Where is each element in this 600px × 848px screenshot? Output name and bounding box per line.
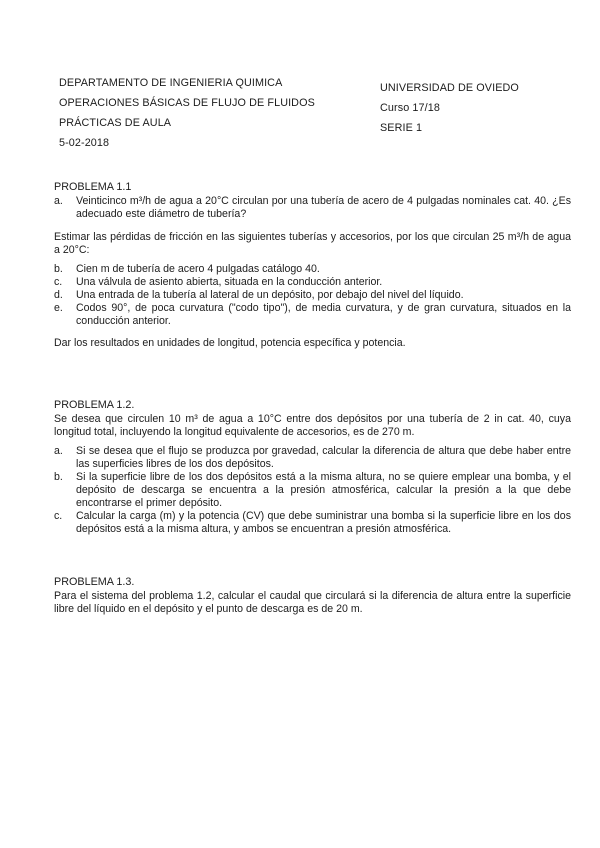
problem-item-a <box>54 195 571 221</box>
problem-title: PROBLEMA 1.1 <box>54 181 132 193</box>
header-right-block <box>380 78 580 138</box>
item-marker: b. <box>54 262 63 275</box>
item-marker: c. <box>54 509 63 522</box>
problem-item-b <box>54 471 571 510</box>
problem-1-1 <box>54 181 571 350</box>
problem-1-3 <box>54 576 571 616</box>
item-text: Si la superficie libre de los dos depósitos está a la misma altura, no se quiere emplear una bomba, y el depósito de descarga se encuentra a la presión atmosférica, calcular la presión a la que debe encontrarse el primer depósito. <box>76 470 571 509</box>
item-marker: a. <box>54 195 63 208</box>
item-text: Calcular la carga (m) y la potencia (CV) que debe suministrar una bomba si la superficie libre en los dos depósitos está a la misma altura, y ambos se encuentran a presión atmosférica. <box>76 509 571 535</box>
problem-item-b <box>54 263 571 276</box>
session-type: PRÁCTICAS DE AULA <box>59 117 172 129</box>
academic-year: Curso 17/18 <box>380 102 440 114</box>
university-name: UNIVERSIDAD DE OVIEDO <box>380 82 519 94</box>
problem-item-a <box>54 445 571 471</box>
item-text: Cien m de tubería de acero 4 pulgadas catálogo 40. <box>76 262 320 275</box>
item-text: Codos 90°, de poca curvatura ("codo tipo"), de media curvatura, y de gran curvatura, situados en la conducción anterior. <box>76 301 571 327</box>
problem-intro: Se desea que circulen 10 m³ de agua a 10°C entre dos depósitos por una tubería de 2 in cat. 40, cuya longitud total, incluyendo la longitud equivalente de accesorios, es de 270 m. <box>54 413 571 439</box>
department-name: DEPARTAMENTO DE INGENIERIA QUIMICA <box>59 77 283 89</box>
problem-title: PROBLEMA 1.2. <box>54 399 135 411</box>
problem-item-c <box>54 276 571 289</box>
problem-title: PROBLEMA 1.3. <box>54 576 135 588</box>
problem-1-2 <box>54 399 571 535</box>
problem-item-c <box>54 510 571 536</box>
item-marker: a. <box>54 445 63 458</box>
item-marker: e. <box>54 301 63 314</box>
course-name: OPERACIONES BÁSICAS DE FLUJO DE FLUIDOS <box>59 97 315 109</box>
series-label: SERIE 1 <box>380 122 423 134</box>
problem-text: Para el sistema del problema 1.2, calcular el caudal que circulará si la diferencia de altura entre la superficie libre del líquido en el depósito y el punto de descarga es de 20 m. <box>54 590 571 616</box>
item-text: Una entrada de la tubería al lateral de un depósito, por debajo del nivel del líquido. <box>76 288 464 301</box>
problem-item-d <box>54 289 571 302</box>
item-text: Si se desea que el flujo se produzca por gravedad, calcular la diferencia de altura que debe haber entre las superficies libres de los dos depósitos. <box>76 445 571 470</box>
problem-intro: Estimar las pérdidas de fricción en las siguientes tuberías y accesorios, por los que circulan 25 m³/h de agua a 20°C: <box>54 231 571 256</box>
item-marker: d. <box>54 288 63 301</box>
item-marker: c. <box>54 275 63 288</box>
item-text: Una válvula de asiento abierta, situada en la conducción anterior. <box>76 275 383 288</box>
problem-item-e <box>54 302 571 328</box>
problem-closing: Dar los resultados en unidades de longitud, potencia específica y potencia. <box>54 337 406 350</box>
item-text: Veinticinco m³/h de agua a 20°C circulan por una tubería de acero de 4 pulgadas nominales cat. 40. ¿Es adecuado este diámetro de tubería? <box>76 195 571 221</box>
document-date: 5-02-2018 <box>59 137 110 149</box>
item-marker: b. <box>54 470 63 483</box>
header-left-block <box>59 73 359 153</box>
